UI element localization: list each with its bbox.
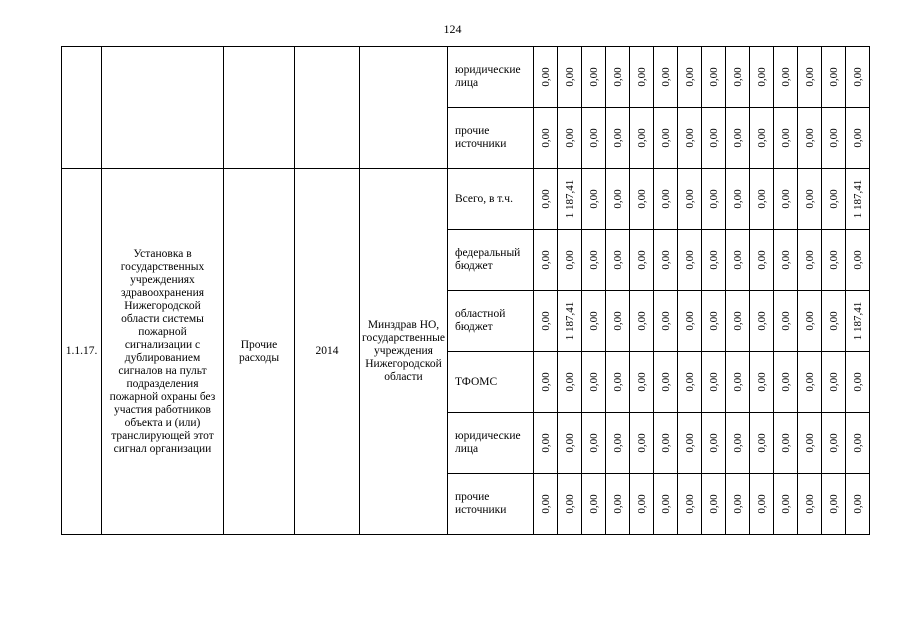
value-cell — [582, 230, 606, 291]
value-text: 0,00 — [539, 494, 552, 514]
value-text: 0,00 — [803, 128, 816, 148]
value-cell — [558, 291, 582, 352]
value-cell — [678, 474, 702, 535]
value-text: 0,00 — [707, 128, 720, 148]
value-cell — [630, 47, 654, 108]
value-cell — [678, 108, 702, 169]
value-cell — [846, 291, 870, 352]
value-cell — [654, 352, 678, 413]
value-cell — [582, 47, 606, 108]
value-text: 0,00 — [803, 67, 816, 87]
value-text: 0,00 — [539, 372, 552, 392]
value-text: 0,00 — [635, 433, 648, 453]
value-cell — [678, 352, 702, 413]
prev-name-cell — [102, 47, 224, 169]
value-cell — [702, 230, 726, 291]
value-text: 0,00 — [827, 433, 840, 453]
funding-source-cell: юридические лица — [448, 413, 534, 474]
value-cell — [798, 413, 822, 474]
value-cell — [534, 47, 558, 108]
value-text: 0,00 — [851, 250, 864, 270]
funding-source-cell: прочие источники — [448, 474, 534, 535]
value-cell — [654, 291, 678, 352]
value-cell — [798, 230, 822, 291]
value-cell — [702, 169, 726, 230]
value-text: 0,00 — [563, 250, 576, 270]
value-cell — [822, 413, 846, 474]
value-cell — [606, 474, 630, 535]
value-cell — [846, 169, 870, 230]
value-cell — [774, 352, 798, 413]
value-text: 0,00 — [827, 189, 840, 209]
value-text: 0,00 — [779, 128, 792, 148]
value-text: 1 187,41 — [563, 301, 576, 341]
value-cell — [534, 474, 558, 535]
value-cell — [702, 108, 726, 169]
funding-source-cell: федеральный бюджет — [448, 230, 534, 291]
value-cell — [774, 169, 798, 230]
value-text: 0,00 — [683, 372, 696, 392]
value-text: 0,00 — [803, 494, 816, 514]
value-cell — [558, 230, 582, 291]
value-cell — [774, 47, 798, 108]
value-cell — [846, 47, 870, 108]
value-cell — [798, 352, 822, 413]
value-text: 0,00 — [683, 494, 696, 514]
value-cell — [774, 474, 798, 535]
value-text: 0,00 — [659, 128, 672, 148]
value-cell — [534, 230, 558, 291]
value-text: 0,00 — [539, 128, 552, 148]
value-cell — [822, 169, 846, 230]
value-cell — [726, 413, 750, 474]
value-text: 0,00 — [851, 494, 864, 514]
value-text: 1 187,41 — [851, 179, 864, 219]
value-text: 0,00 — [683, 189, 696, 209]
value-text: 0,00 — [851, 128, 864, 148]
value-text: 0,00 — [563, 372, 576, 392]
value-cell — [582, 352, 606, 413]
funding-source-cell: юридические лица — [448, 47, 534, 108]
value-text: 0,00 — [659, 433, 672, 453]
value-cell — [750, 230, 774, 291]
value-text: 0,00 — [539, 311, 552, 331]
value-cell — [582, 291, 606, 352]
value-cell — [702, 47, 726, 108]
value-cell — [654, 169, 678, 230]
value-cell — [750, 169, 774, 230]
value-text: 0,00 — [827, 494, 840, 514]
value-text: 0,00 — [803, 250, 816, 270]
value-cell — [678, 230, 702, 291]
value-cell — [774, 108, 798, 169]
value-text: 0,00 — [635, 189, 648, 209]
value-cell — [726, 108, 750, 169]
value-cell — [606, 169, 630, 230]
value-text: 0,00 — [755, 67, 768, 87]
value-text: 0,00 — [779, 189, 792, 209]
value-cell — [678, 291, 702, 352]
value-text: 0,00 — [731, 189, 744, 209]
value-text: 0,00 — [779, 311, 792, 331]
value-text: 0,00 — [707, 372, 720, 392]
value-cell — [726, 291, 750, 352]
value-text: 0,00 — [707, 189, 720, 209]
value-cell — [654, 108, 678, 169]
value-text: 0,00 — [707, 433, 720, 453]
value-cell — [702, 291, 726, 352]
value-text: 0,00 — [827, 128, 840, 148]
value-cell — [702, 413, 726, 474]
value-cell — [798, 291, 822, 352]
value-cell — [846, 230, 870, 291]
value-cell — [846, 352, 870, 413]
value-cell — [726, 47, 750, 108]
value-cell — [846, 413, 870, 474]
value-cell — [654, 413, 678, 474]
value-text: 0,00 — [587, 311, 600, 331]
value-text: 0,00 — [635, 494, 648, 514]
funding-source-cell: Всего, в т.ч. — [448, 169, 534, 230]
value-cell — [750, 352, 774, 413]
value-cell — [822, 47, 846, 108]
value-cell — [606, 352, 630, 413]
value-text: 0,00 — [683, 433, 696, 453]
value-cell — [606, 413, 630, 474]
value-text: 0,00 — [683, 128, 696, 148]
value-cell — [846, 108, 870, 169]
value-text: 0,00 — [731, 372, 744, 392]
value-text: 0,00 — [707, 494, 720, 514]
value-cell — [774, 291, 798, 352]
value-cell — [582, 108, 606, 169]
value-cell — [582, 474, 606, 535]
value-cell — [702, 474, 726, 535]
value-text: 0,00 — [635, 311, 648, 331]
value-cell — [822, 230, 846, 291]
value-text: 0,00 — [563, 67, 576, 87]
value-cell — [678, 47, 702, 108]
value-cell — [798, 474, 822, 535]
value-cell — [558, 413, 582, 474]
value-cell — [630, 413, 654, 474]
value-text: 0,00 — [611, 433, 624, 453]
value-text: 0,00 — [587, 189, 600, 209]
value-cell — [534, 108, 558, 169]
value-cell — [726, 169, 750, 230]
table-row — [62, 169, 870, 230]
value-text: 0,00 — [755, 250, 768, 270]
value-text: 0,00 — [779, 372, 792, 392]
value-text: 0,00 — [851, 433, 864, 453]
value-text: 0,00 — [851, 67, 864, 87]
value-cell — [750, 413, 774, 474]
value-cell — [630, 474, 654, 535]
value-text: 0,00 — [611, 128, 624, 148]
value-text: 0,00 — [611, 311, 624, 331]
value-text: 0,00 — [611, 372, 624, 392]
value-text: 0,00 — [611, 189, 624, 209]
value-text: 0,00 — [539, 433, 552, 453]
funding-source-cell: ТФОМС — [448, 352, 534, 413]
value-text: 0,00 — [587, 494, 600, 514]
value-text: 0,00 — [851, 372, 864, 392]
value-cell — [654, 474, 678, 535]
value-text: 0,00 — [659, 189, 672, 209]
value-cell — [558, 47, 582, 108]
value-cell — [582, 169, 606, 230]
value-cell — [630, 230, 654, 291]
value-text: 0,00 — [683, 250, 696, 270]
value-cell — [606, 47, 630, 108]
value-cell — [822, 108, 846, 169]
value-cell — [606, 230, 630, 291]
value-cell — [534, 291, 558, 352]
expense-type-cell: Прочие расходы — [224, 169, 295, 535]
value-text: 0,00 — [827, 372, 840, 392]
value-text: 0,00 — [827, 250, 840, 270]
value-text: 0,00 — [587, 67, 600, 87]
value-cell — [630, 108, 654, 169]
value-text: 0,00 — [707, 311, 720, 331]
year-cell: 2014 — [295, 169, 360, 535]
value-cell — [750, 47, 774, 108]
value-cell — [534, 413, 558, 474]
value-cell — [606, 108, 630, 169]
item-name-cell: Установка в государственных учреждениях здравоохранения Нижегородской области системы пожарной сигнализации с дублированием сигналов на пульт подразделения пожарной охраны без участия работников объекта и (или) транслирующей этот сигнал организации — [102, 169, 224, 535]
value-text: 0,00 — [659, 372, 672, 392]
value-cell — [726, 352, 750, 413]
value-text: 0,00 — [731, 250, 744, 270]
value-text: 0,00 — [659, 67, 672, 87]
prev-executor-cell — [360, 47, 448, 169]
value-cell — [558, 108, 582, 169]
value-cell — [750, 291, 774, 352]
value-cell — [726, 474, 750, 535]
executor-cell: Минздрав НО, государственные учреждения Нижегородской области — [360, 169, 448, 535]
value-cell — [582, 413, 606, 474]
value-cell — [678, 413, 702, 474]
value-cell — [750, 474, 774, 535]
value-cell — [534, 169, 558, 230]
value-text: 0,00 — [635, 372, 648, 392]
value-text: 0,00 — [587, 372, 600, 392]
value-cell — [822, 291, 846, 352]
value-text: 0,00 — [587, 433, 600, 453]
value-text: 0,00 — [827, 67, 840, 87]
value-text: 0,00 — [611, 67, 624, 87]
value-cell — [630, 169, 654, 230]
value-text: 0,00 — [635, 67, 648, 87]
value-text: 0,00 — [803, 372, 816, 392]
item-number-cell: 1.1.17. — [62, 169, 102, 535]
budget-table — [61, 46, 870, 535]
value-text: 0,00 — [731, 311, 744, 331]
value-cell — [654, 230, 678, 291]
value-text: 1 187,41 — [851, 301, 864, 341]
value-text: 0,00 — [611, 494, 624, 514]
value-text: 0,00 — [587, 128, 600, 148]
value-cell — [558, 474, 582, 535]
value-text: 0,00 — [683, 311, 696, 331]
value-text: 0,00 — [755, 128, 768, 148]
prev-number-cell — [62, 47, 102, 169]
value-cell — [534, 352, 558, 413]
page-number: 124 — [443, 22, 462, 36]
funding-source-cell: прочие источники — [448, 108, 534, 169]
value-text: 0,00 — [563, 494, 576, 514]
value-text: 0,00 — [731, 494, 744, 514]
value-text: 1 187,41 — [563, 179, 576, 219]
value-cell — [558, 169, 582, 230]
value-text: 0,00 — [755, 311, 768, 331]
value-text: 0,00 — [731, 433, 744, 453]
value-text: 0,00 — [659, 311, 672, 331]
value-cell — [726, 230, 750, 291]
value-text: 0,00 — [779, 67, 792, 87]
value-cell — [558, 352, 582, 413]
value-text: 0,00 — [611, 250, 624, 270]
prev-year-cell — [295, 47, 360, 169]
value-cell — [846, 474, 870, 535]
value-cell — [750, 108, 774, 169]
value-cell — [822, 352, 846, 413]
value-cell — [678, 169, 702, 230]
value-text: 0,00 — [539, 250, 552, 270]
value-text: 0,00 — [803, 433, 816, 453]
value-text: 0,00 — [803, 311, 816, 331]
value-cell — [798, 169, 822, 230]
value-text: 0,00 — [635, 250, 648, 270]
value-cell — [606, 291, 630, 352]
value-text: 0,00 — [827, 311, 840, 331]
value-text: 0,00 — [659, 250, 672, 270]
value-text: 0,00 — [707, 67, 720, 87]
value-text: 0,00 — [779, 494, 792, 514]
value-text: 0,00 — [731, 128, 744, 148]
value-text: 0,00 — [755, 372, 768, 392]
value-text: 0,00 — [587, 250, 600, 270]
value-cell — [702, 352, 726, 413]
value-text: 0,00 — [779, 433, 792, 453]
value-text: 0,00 — [635, 128, 648, 148]
value-cell — [630, 352, 654, 413]
prev-type-cell — [224, 47, 295, 169]
value-text: 0,00 — [731, 67, 744, 87]
value-cell — [798, 47, 822, 108]
value-text: 0,00 — [755, 494, 768, 514]
value-text: 0,00 — [755, 189, 768, 209]
value-cell — [774, 230, 798, 291]
value-cell — [798, 108, 822, 169]
value-text: 0,00 — [755, 433, 768, 453]
value-cell — [654, 47, 678, 108]
funding-source-cell: областной бюджет — [448, 291, 534, 352]
value-cell — [774, 413, 798, 474]
value-text: 0,00 — [563, 128, 576, 148]
value-text: 0,00 — [539, 189, 552, 209]
value-text: 0,00 — [683, 67, 696, 87]
value-text: 0,00 — [539, 67, 552, 87]
value-text: 0,00 — [563, 433, 576, 453]
value-text: 0,00 — [707, 250, 720, 270]
value-cell — [822, 474, 846, 535]
value-text: 0,00 — [779, 250, 792, 270]
value-text: 0,00 — [803, 189, 816, 209]
table-row — [62, 47, 870, 108]
value-cell — [630, 291, 654, 352]
value-text: 0,00 — [659, 494, 672, 514]
